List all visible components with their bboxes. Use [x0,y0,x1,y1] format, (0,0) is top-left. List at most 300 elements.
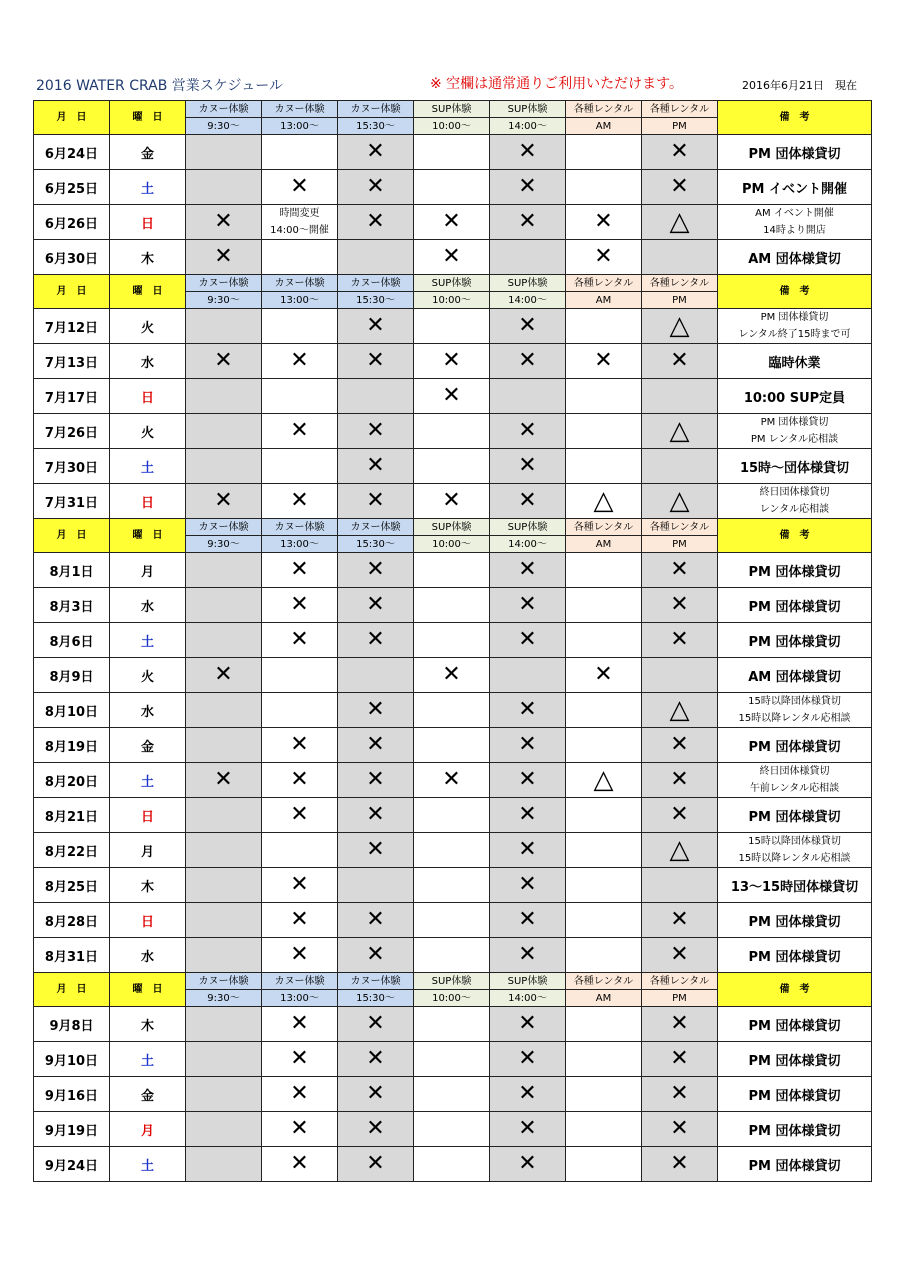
availability-cell [566,379,642,414]
col-header-time: 14:00〜 [490,118,566,135]
availability-cell [414,449,490,484]
availability-cell [414,1077,490,1112]
availability-cell [186,903,262,938]
schedule-row [34,763,872,798]
availability-cell [186,833,262,868]
availability-cell [186,1077,262,1112]
availability-cell [642,1077,718,1112]
page-title: 2016 WATER CRAB 営業スケジュール [36,78,283,94]
availability-cell [338,240,414,275]
col-header-activity: 各種レンタル [642,519,718,536]
remarks-cell [718,903,872,938]
schedule-row [34,868,872,903]
col-header-time: 10:00〜 [414,292,490,309]
availability-cell [566,658,642,693]
col-header-time: 10:00〜 [414,118,490,135]
unavailable-x-icon [366,557,384,582]
availability-cell [642,693,718,728]
unavailable-x-icon [518,697,536,722]
remarks-text: 終日団体様貸切 [759,487,830,498]
availability-cell [186,1007,262,1042]
remarks-cell [718,728,872,763]
unavailable-x-icon [670,1081,688,1106]
availability-cell [490,414,566,449]
limited-triangle-icon [670,695,690,725]
date-cell: 8月3日 [34,588,110,623]
availability-cell [566,833,642,868]
date-cell: 6月24日 [34,135,110,170]
col-header-time: 13:00〜 [262,536,338,553]
unavailable-x-icon [594,209,612,234]
availability-cell [262,135,338,170]
availability-cell [642,868,718,903]
col-header-time: 9:30〜 [186,536,262,553]
availability-cell [186,1042,262,1077]
remarks-text: PM 団体様貸切 [748,809,841,825]
date-cell: 7月30日 [34,449,110,484]
unavailable-x-icon [366,174,384,199]
remarks-cell [718,588,872,623]
availability-cell [642,728,718,763]
unavailable-x-icon [670,942,688,967]
unavailable-x-icon [442,244,460,269]
unavailable-x-icon [442,348,460,373]
availability-cell [262,728,338,763]
weekday-cell: 日 [110,379,186,414]
availability-cell [566,903,642,938]
availability-cell [262,484,338,519]
availability-cell [338,449,414,484]
availability-cell [566,728,642,763]
availability-cell [338,484,414,519]
availability-cell [566,588,642,623]
col-header-date: 月 日 [34,519,110,553]
availability-cell [186,1112,262,1147]
remarks-cell [718,693,872,728]
schedule-row [34,309,872,344]
schedule-row [34,728,872,763]
availability-cell [490,1112,566,1147]
schedule-row [34,484,872,519]
remarks-cell [718,170,872,205]
unavailable-x-icon [670,767,688,792]
availability-cell [186,658,262,693]
availability-cell [414,1112,490,1147]
availability-cell [642,1007,718,1042]
col-header-activity: 各種レンタル [566,101,642,118]
availability-cell [262,588,338,623]
availability-cell [338,623,414,658]
remarks-text: 13〜15時団体様貸切 [730,879,859,895]
remarks-cell [718,833,872,868]
date-cell: 8月22日 [34,833,110,868]
weekday-cell: 月 [110,553,186,588]
availability-cell [186,205,262,240]
weekday-cell: 日 [110,484,186,519]
availability-cell [490,309,566,344]
schedule-row [34,344,872,379]
date-cell: 6月30日 [34,240,110,275]
remarks-text: PM レンタル応相談 [750,434,839,445]
availability-cell [566,623,642,658]
schedule-row [34,1112,872,1147]
col-header-activity: 各種レンタル [642,973,718,990]
availability-cell [642,1112,718,1147]
remarks-text: PM 団体様貸切 [748,564,841,580]
availability-cell [490,1147,566,1182]
unavailable-x-icon [290,1151,308,1176]
availability-cell [490,903,566,938]
availability-cell [414,623,490,658]
unavailable-x-icon [366,418,384,443]
availability-cell [262,240,338,275]
availability-cell [186,309,262,344]
remarks-text: PM 団体様貸切 [748,634,841,650]
col-header-date: 月 日 [34,275,110,309]
unavailable-x-icon [518,488,536,513]
availability-cell [642,135,718,170]
col-header-dow: 曜 日 [110,973,186,1007]
availability-cell [414,344,490,379]
remarks-text: PM 団体様貸切 [748,914,841,930]
col-header-time: 10:00〜 [414,990,490,1007]
col-header-time: 9:30〜 [186,990,262,1007]
availability-cell [186,379,262,414]
unavailable-x-icon [366,313,384,338]
col-header-time: 13:00〜 [262,118,338,135]
date-cell: 9月24日 [34,1147,110,1182]
unavailable-x-icon [442,383,460,408]
unavailable-x-icon [366,488,384,513]
remarks-cell [718,798,872,833]
date-cell: 7月13日 [34,344,110,379]
unavailable-x-icon [214,767,232,792]
availability-cell [338,1077,414,1112]
col-header-date: 月 日 [34,101,110,135]
availability-cell [490,170,566,205]
availability-cell [262,623,338,658]
unavailable-x-icon [518,453,536,478]
remarks-text: AM 団体様貸切 [748,251,841,267]
remarks-cell [718,344,872,379]
availability-cell [338,728,414,763]
date-cell: 9月19日 [34,1112,110,1147]
availability-cell [566,1147,642,1182]
availability-cell [490,833,566,868]
unavailable-x-icon [290,942,308,967]
col-header-time: PM [642,118,718,135]
weekday-cell: 日 [110,903,186,938]
unavailable-x-icon [594,348,612,373]
remarks-text: PM 団体様貸切 [748,739,841,755]
availability-cell [566,1042,642,1077]
availability-cell [262,1112,338,1147]
col-header-time: 9:30〜 [186,292,262,309]
date-cell: 8月25日 [34,868,110,903]
remarks-text: 15時以降レンタル応相談 [738,853,851,864]
col-header-time: 15:30〜 [338,292,414,309]
unavailable-x-icon [290,557,308,582]
availability-cell [186,449,262,484]
remarks-text: 10:00 SUP定員 [743,390,846,406]
col-header-dow: 曜 日 [110,101,186,135]
cell-text: 時間変更 [279,208,320,219]
schedule-row [34,798,872,833]
availability-cell [338,414,414,449]
availability-cell [414,1147,490,1182]
date-cell: 8月21日 [34,798,110,833]
unavailable-x-icon [518,139,536,164]
col-header-time: PM [642,990,718,1007]
availability-cell [186,135,262,170]
unavailable-x-icon [290,767,308,792]
unavailable-x-icon [366,837,384,862]
col-header-time: PM [642,292,718,309]
availability-cell [338,205,414,240]
availability-cell [566,763,642,798]
availability-cell [186,344,262,379]
col-header-remarks: 備 考 [718,519,872,553]
availability-cell [186,170,262,205]
unavailable-x-icon [518,767,536,792]
availability-cell [262,763,338,798]
schedule-row [34,938,872,973]
unavailable-x-icon [670,627,688,652]
availability-cell [414,205,490,240]
weekday-cell: 水 [110,344,186,379]
availability-cell [490,449,566,484]
availability-cell [490,588,566,623]
availability-cell [642,763,718,798]
remarks-text: PM 団体様貸切 [748,1123,841,1139]
remarks-text: PM 団体様貸切 [748,1158,841,1174]
as-of-date: 2016年6月21日 現在 [742,79,857,92]
schedule-row [34,903,872,938]
availability-cell [338,1147,414,1182]
date-cell: 8月31日 [34,938,110,973]
col-header-activity: SUP体験 [414,519,490,536]
unavailable-x-icon [214,488,232,513]
remarks-text: レンタル終了15時まで可 [738,329,851,340]
schedule-row [34,449,872,484]
availability-cell [490,379,566,414]
unavailable-x-icon [442,209,460,234]
unavailable-x-icon [518,1081,536,1106]
col-header-activity: カヌー体験 [186,519,262,536]
remarks-cell [718,1042,872,1077]
availability-cell [414,379,490,414]
col-header-time: 14:00〜 [490,990,566,1007]
availability-cell [262,553,338,588]
unavailable-x-icon [442,662,460,687]
col-header-activity: カヌー体験 [262,275,338,292]
availability-cell [338,868,414,903]
availability-cell [414,868,490,903]
col-header-activity: 各種レンタル [642,101,718,118]
availability-cell [414,693,490,728]
date-cell: 7月26日 [34,414,110,449]
remarks-text: 終日団体様貸切 [759,766,830,777]
weekday-cell: 日 [110,205,186,240]
availability-cell [186,728,262,763]
col-header-time: 14:00〜 [490,292,566,309]
unavailable-x-icon [518,732,536,757]
availability-cell [566,484,642,519]
availability-cell [262,1077,338,1112]
unavailable-x-icon [518,837,536,862]
col-header-time: 9:30〜 [186,118,262,135]
availability-cell [338,379,414,414]
availability-cell [566,1007,642,1042]
date-cell: 8月19日 [34,728,110,763]
availability-cell [338,693,414,728]
remarks-text: PM イベント開催 [742,181,847,197]
col-header-time: AM [566,292,642,309]
unavailable-x-icon [670,348,688,373]
availability-cell [490,484,566,519]
unavailable-x-icon [518,1116,536,1141]
weekday-cell: 日 [110,798,186,833]
unavailable-x-icon [518,872,536,897]
schedule-row [34,1077,872,1112]
col-header-activity: 各種レンタル [566,275,642,292]
availability-cell [490,693,566,728]
unavailable-x-icon [442,767,460,792]
unavailable-x-icon [290,1046,308,1071]
remarks-cell [718,623,872,658]
schedule-row [34,1147,872,1182]
date-cell: 8月6日 [34,623,110,658]
availability-cell [490,205,566,240]
availability-cell [566,1112,642,1147]
weekday-cell: 土 [110,623,186,658]
unavailable-x-icon [670,907,688,932]
availability-cell [414,309,490,344]
weekday-cell: 木 [110,1007,186,1042]
col-header-dow: 曜 日 [110,519,186,553]
col-header-dow: 曜 日 [110,275,186,309]
col-header-date: 月 日 [34,973,110,1007]
weekday-cell: 水 [110,938,186,973]
availability-cell [338,588,414,623]
unavailable-x-icon [366,1011,384,1036]
availability-cell [642,414,718,449]
remarks-text: 15時〜団体様貸切 [739,460,850,476]
availability-cell [414,1007,490,1042]
availability-cell [262,205,338,240]
unavailable-x-icon [670,557,688,582]
schedule-row [34,623,872,658]
schedule-row [34,1007,872,1042]
limited-triangle-icon [594,486,614,516]
schedule-row [34,588,872,623]
unavailable-x-icon [518,1011,536,1036]
unavailable-x-icon [518,348,536,373]
availability-cell [414,170,490,205]
col-header-time: 14:00〜 [490,536,566,553]
availability-cell [186,414,262,449]
availability-cell [414,484,490,519]
availability-cell [490,938,566,973]
col-header-activity: SUP体験 [490,519,566,536]
remarks-text: PM 団体様貸切 [760,417,829,428]
availability-cell [262,868,338,903]
remarks-text: AM イベント開催 [755,208,834,219]
remarks-cell [718,1007,872,1042]
col-header-time: 13:00〜 [262,292,338,309]
col-header-activity: カヌー体験 [186,973,262,990]
unavailable-x-icon [290,174,308,199]
availability-cell [262,414,338,449]
availability-cell [490,553,566,588]
availability-cell [642,798,718,833]
availability-cell [642,309,718,344]
unavailable-x-icon [442,488,460,513]
availability-cell [566,240,642,275]
availability-cell [414,135,490,170]
unavailable-x-icon [670,592,688,617]
unavailable-x-icon [518,313,536,338]
remarks-text: PM 団体様貸切 [748,1018,841,1034]
remarks-cell [718,1147,872,1182]
availability-cell [566,205,642,240]
availability-cell [186,763,262,798]
availability-cell [186,868,262,903]
remarks-cell [718,938,872,973]
availability-cell [642,553,718,588]
remarks-text: 15時以降レンタル応相談 [738,713,851,724]
remarks-text: 15時以降団体様貸切 [748,836,841,847]
availability-cell [186,553,262,588]
availability-cell [338,903,414,938]
weekday-cell: 木 [110,240,186,275]
remarks-cell [718,484,872,519]
col-header-activity: カヌー体験 [338,973,414,990]
date-cell: 6月25日 [34,170,110,205]
date-cell: 6月26日 [34,205,110,240]
availability-cell [566,135,642,170]
weekday-cell: 土 [110,763,186,798]
unavailable-x-icon [290,802,308,827]
unavailable-x-icon [518,418,536,443]
availability-cell [490,240,566,275]
availability-cell [642,205,718,240]
unavailable-x-icon [366,802,384,827]
col-header-time: 10:00〜 [414,536,490,553]
unavailable-x-icon [290,1011,308,1036]
weekday-cell: 火 [110,658,186,693]
availability-cell [262,693,338,728]
unavailable-x-icon [290,1116,308,1141]
availability-cell [338,135,414,170]
unavailable-x-icon [518,802,536,827]
col-header-activity: カヌー体験 [186,101,262,118]
availability-cell [490,1042,566,1077]
availability-cell [186,693,262,728]
availability-cell [566,414,642,449]
remarks-text: 午前レンタル応相談 [749,783,840,794]
weekday-cell: 土 [110,449,186,484]
unavailable-x-icon [290,872,308,897]
availability-cell [338,1007,414,1042]
cell-text: 14:00〜開催 [270,225,329,236]
limited-triangle-icon [670,486,690,516]
availability-cell [642,449,718,484]
unavailable-x-icon [290,592,308,617]
unavailable-x-icon [518,557,536,582]
unavailable-x-icon [290,348,308,373]
availability-cell [642,658,718,693]
